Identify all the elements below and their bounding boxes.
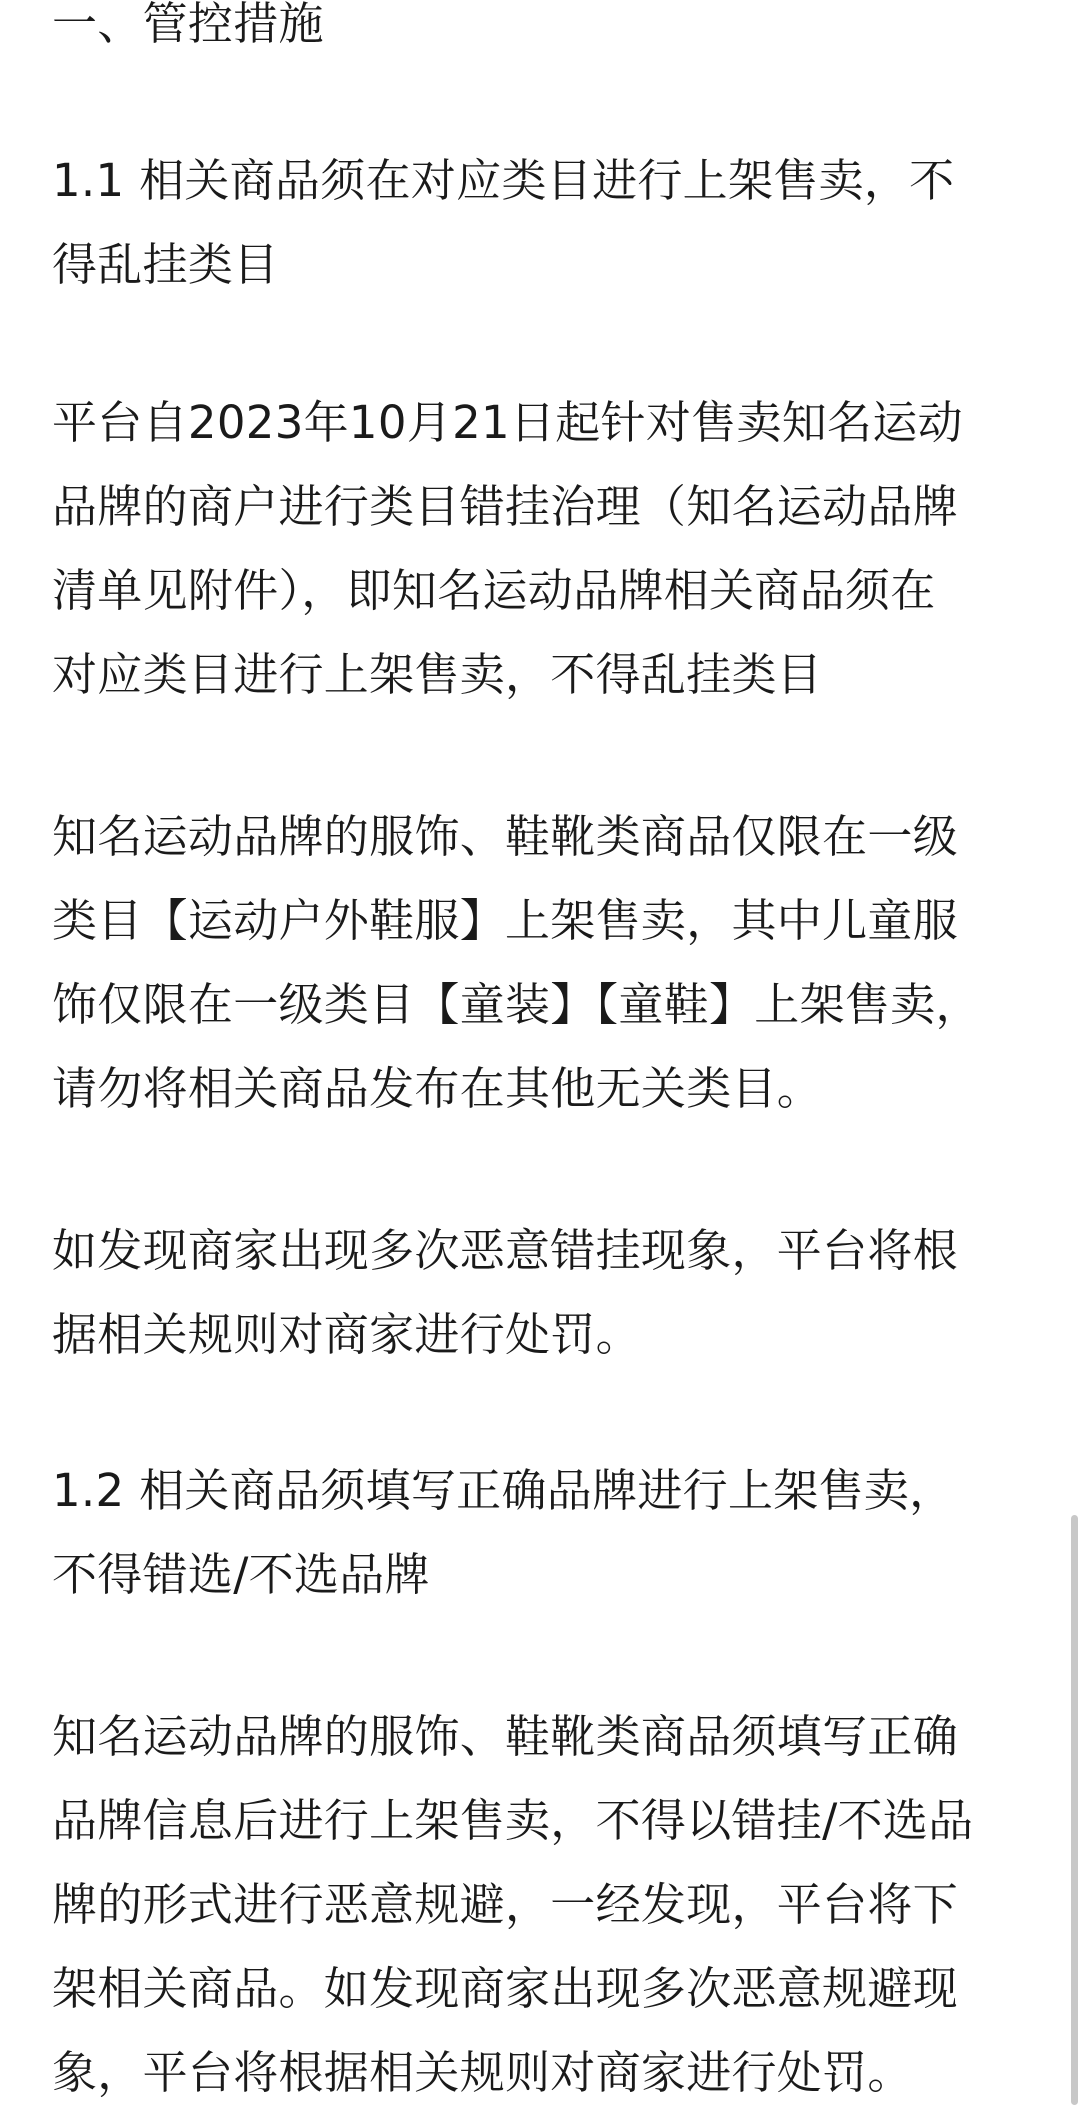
- item-1-1-heading-line-2: 得乱挂类目: [52, 238, 279, 291]
- item-1-1-p1-line-1: 平台自2023年10月21日起针对售卖知名运动: [52, 396, 963, 449]
- item-1-1-p2-line-3: 饰仅限在一级类目【童装】【童鞋】上架售卖，: [52, 978, 981, 1031]
- item-1-1-p2-line-1: 知名运动品牌的服饰、鞋靴类商品仅限在一级: [52, 810, 959, 863]
- item-1-1-p1-line-2: 品牌的商户进行类目错挂治理（知名运动品牌: [52, 480, 959, 533]
- scrollbar-thumb[interactable]: [1071, 1515, 1078, 2105]
- item-1-1-p1-line-3: 清单见附件），即知名运动品牌相关商品须在: [52, 564, 936, 617]
- item-1-2-p1-line-4: 架相关商品。如发现商家出现多次恶意规避现: [52, 1962, 959, 2015]
- item-1-2-heading-line-1: 1.2 相关商品须填写正确品牌进行上架售卖，: [52, 1464, 955, 1517]
- item-1-1-heading-line-1: 1.1 相关商品须在对应类目进行上架售卖，不: [52, 154, 955, 207]
- section-title: 一、管控措施: [52, 0, 324, 50]
- item-1-2-p1-line-2: 品牌信息后进行上架售卖，不得以错挂/不选品: [52, 1794, 974, 1847]
- item-1-2-p1-line-5: 象，平台将根据相关规则对商家进行处罚。: [52, 2046, 913, 2099]
- item-1-1-p3-line-2: 据相关规则对商家进行处罚。: [52, 1308, 641, 1361]
- item-1-2-heading-line-2: 不得错选/不选品牌: [52, 1548, 430, 1601]
- item-1-2-p1-line-3: 牌的形式进行恶意规避，一经发现，平台将下: [52, 1878, 959, 1931]
- item-1-1-p3-line-1: 如发现商家出现多次恶意错挂现象，平台将根: [52, 1224, 959, 1277]
- item-1-1-p2-line-2: 类目【运动户外鞋服】上架售卖，其中儿童服: [52, 894, 959, 947]
- item-1-2-p1-line-1: 知名运动品牌的服饰、鞋靴类商品须填写正确: [52, 1710, 959, 1763]
- vertical-scrollbar[interactable]: [1068, 0, 1080, 2105]
- item-1-1-p1-line-4: 对应类目进行上架售卖，不得乱挂类目: [52, 648, 823, 701]
- item-1-1-p2-line-4: 请勿将相关商品发布在其他无关类目。: [52, 1062, 823, 1115]
